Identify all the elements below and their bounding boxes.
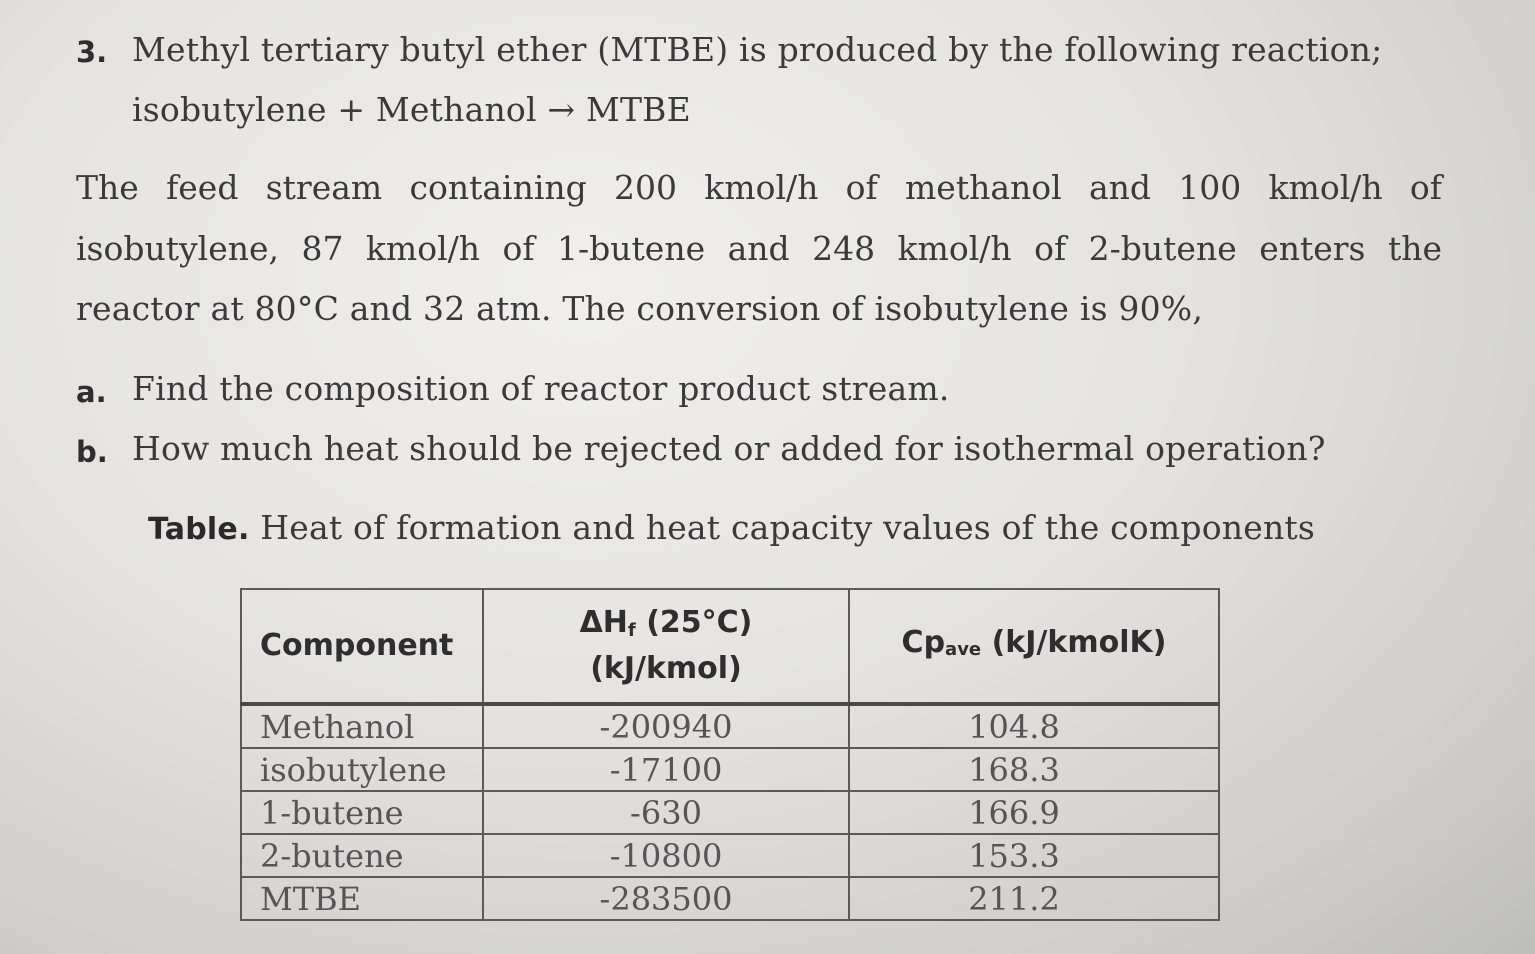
header-cp-subscript: ave	[945, 638, 982, 660]
cell-cp: 104.8	[849, 704, 1219, 748]
table-caption	[148, 508, 1315, 547]
paragraph-line-1: The feed stream containing 200 kmol/h of methanol and 100 kmol/h of	[76, 168, 1442, 207]
table-row	[241, 704, 1219, 748]
cell-dhf: -17100	[483, 748, 849, 791]
table-row	[241, 834, 1219, 877]
cell-component: Methanol	[241, 704, 483, 748]
header-dhf-subscript: f	[627, 620, 636, 641]
part-a-text: Find the composition of reactor product stream.	[132, 369, 950, 408]
table-row	[241, 877, 1219, 920]
part-b-label: b.	[76, 435, 108, 469]
table-row	[241, 791, 1219, 834]
header-dhf-unit: (kJ/kmol)	[590, 651, 742, 686]
table-header-row	[241, 589, 1219, 704]
table-caption-text: Heat of formation and heat capacity values of the components	[260, 508, 1315, 547]
table-row	[241, 748, 1219, 791]
part-a-label: a.	[76, 375, 107, 409]
cell-component: 1-butene	[241, 791, 483, 834]
header-component: Component	[241, 589, 483, 704]
cell-dhf: -200940	[483, 704, 849, 748]
part-b-text: How much heat should be rejected or added for isothermal operation?	[132, 429, 1326, 468]
question-number: 3.	[76, 35, 108, 69]
cell-cp: 153.3	[849, 834, 1219, 877]
reaction-equation: isobutylene + Methanol → MTBE	[132, 90, 691, 129]
question-intro: Methyl tertiary butyl ether (MTBE) is produced by the following reaction;	[132, 30, 1383, 69]
properties-table	[240, 588, 1220, 921]
cell-cp: 168.3	[849, 748, 1219, 791]
cell-component: MTBE	[241, 877, 483, 920]
cell-cp: 211.2	[849, 877, 1219, 920]
header-heat-of-formation	[483, 589, 849, 704]
header-cp-symbol: Cp	[901, 624, 946, 660]
cell-cp: 166.9	[849, 791, 1219, 834]
paragraph-line-2: isobutylene, 87 kmol/h of 1-butene and 248 kmol/h of 2-butene enters the	[76, 229, 1442, 268]
cell-dhf: -283500	[483, 877, 849, 920]
cell-component: isobutylene	[241, 748, 483, 791]
header-dhf-temp: (25°C)	[635, 605, 753, 640]
paragraph-line-3: reactor at 80°C and 32 atm. The conversion of isobutylene is 90%,	[76, 289, 1204, 328]
cell-component: 2-butene	[241, 834, 483, 877]
cell-dhf: -630	[483, 791, 849, 834]
header-dhf-symbol: ΔH	[579, 605, 628, 640]
cell-dhf: -10800	[483, 834, 849, 877]
header-heat-capacity	[849, 589, 1219, 704]
header-cp-unit: (kJ/kmolK)	[981, 624, 1167, 660]
table-caption-label: Table.	[148, 512, 250, 547]
